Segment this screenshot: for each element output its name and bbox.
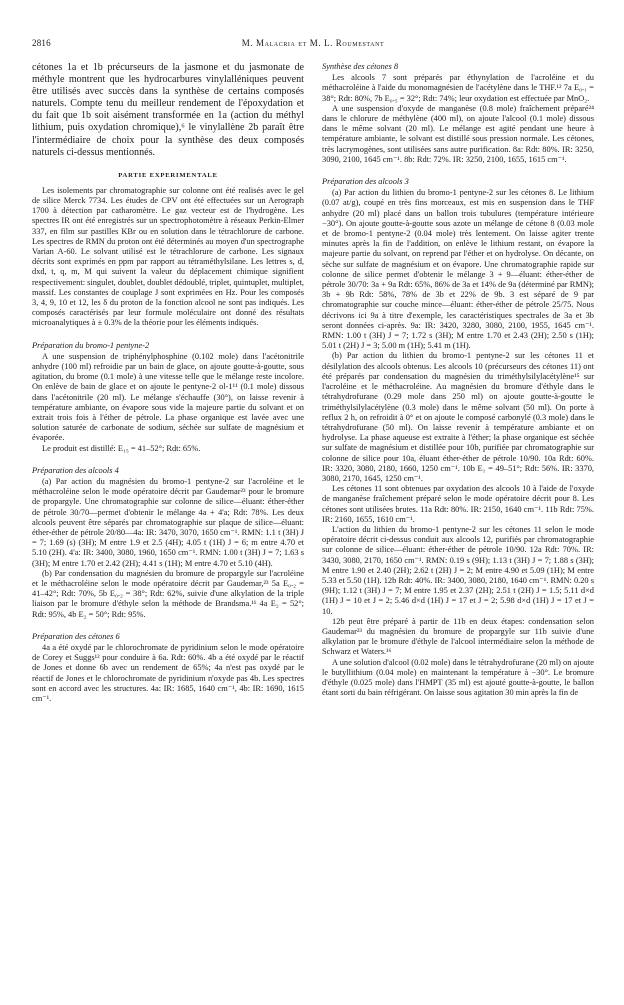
alcools-4-paragraph-a: (a) Par action du magnésien du bromo-1 pentyne-2 sur l'acroléine et le méthacroléine selon le mode opératoire décrit par Gaudemar²³ pour le bromure de propargyle. Une chromatographie sur colonne de silice—éluant: éther-éther de pétrole 30/70—permet d'obtenir le mélange 4a + 4'a; Rdt: 78%. Les deux alcools peuvent être séparés par chromatographie sur plaque de silice—éluant: éther-éther de pétrole 20/80—4a: IR: 3470, 3070, 1650 cm⁻¹. RMN: 1.1 t (3H) J = 7; 1.69 (s) (3H); M entre 1.9 et 2.5 (4H); 4.05 t (1H) J = 6; m entre 4.70 et 5.10 (2H). 4'a: IR: 3400, 3080, 1960, 1650 cm⁻¹. RMN: 1.00 t (3H) J = 7; 1.63 s (3H); M entre 1.70 et 2.42 (2H); 4.41 s (1H); M entre 4.70 et 5.10 (4H). — [32, 477, 304, 568]
subsection-title-alcools-3: Préparation des alcools 3 — [322, 177, 409, 187]
experimental-paragraph: Les isolements par chromatographie sur colonne ont été realisés avec le gel de silice Merck 7734. Les études de CPV ont été effectuées sur un Aerograph 1700 à détection par catharomètre. Le gaz vecteur est de l'hydrogène. Les spectres IR ont été enregistrés sur un spectrophotomètre à réseaux Perkin-Elmer 337, en film sur pastilles KBr ou en solution dans le tétrachlorure de carbone. Les spectres de RMN du proton ont été déterminés au moyen d'un spectrographe Varian A-60. Le solvant utilisé est le tétrachlorure de carbone. Les signaux décrits sont exprimés en ppm par rapport au tétraméthylsilane. Les lettres s, d, dxd, t, q, m, M qui suivent la valeur du déplacement chimique signifient respectivement: singulet, doublet, doublet dédoublé, triplet, quintuplet, multiplet, massif. Les constantes de couplage J sont exprimées en Hz. Pour les composés 3, 4, 9, 10 et 12, les δ du proton de la fonction alcool ne sont pas indiqués. Les composés caractérisés par leur formule moléculaire ont donné des résultats microanalytiques à ± 0.3% de la théorie pour les éléments indiqués. — [32, 185, 304, 328]
page-header — [32, 38, 594, 58]
alcools-3-paragraph-c: Les cétones 11 sont obtenues par oxydation des alcools 10 à l'aide de l'oxyde de manganèse fraîchement préparé selon le mode opératoire décrit pour 8. Les cétones sont utilisées brutes. 11a Rdt: 80%. IR: 2150, 1640 cm⁻¹. 11b Rdt: 75%. IR: 2160, 1655, 1610 cm⁻¹. — [322, 484, 594, 524]
cetones-8-paragraph-2: A une suspension d'oxyde de manganèse (0.8 mole) fraîchement préparé²⁴ dans le chlorure de méthylène (400 ml), on ajoute l'alcool (0.1 mole) dissous dans le même solvant (20 ml). Le mélange est agité pendant une heure à température ambiante, le solvant est distillé sous pression normale. Les cétones, très lacrymogènes, sont utilisées sans autre purification. 8a: Rdt: 80%. IR: 3250, 3090, 2100, 1645 cm⁻¹. 8b: Rdt: 72%. IR: 3250, 2100, 1655, 1615 cm⁻¹. — [322, 103, 594, 164]
running-head: M. Malacria et M. L. Roumestant — [241, 38, 385, 48]
two-column-body — [32, 62, 594, 704]
cetones-6-paragraph: 4a a été oxydé par le chlorochromate de pyridinium selon le mode opératoire de Corey et Suggs¹² pour conduire à 6a. Rdt: 60%. 4b a été oxydé par le réactif de Jones et donne 6b avec un rendement de 65%; 4a n'est pas oxydé par le réactif de Jones et le chlorochromate de pyridinium n'oxyde pas 4b. Les spectres sont en accord avec les structures. 4a: IR: 1685, 1640 cm⁻¹, 4b: IR: 1690, 1615 cm⁻¹. — [32, 643, 304, 704]
page-number: 2816 — [32, 38, 51, 48]
alcools-3-paragraph-e: 12b peut être préparé à partir de 11b en deux étapes: condensation selon Gaudemar²³ du magnésien du bromure de propargyle sur 11b suivie d'une alkylation par le bromure d'éthyle de l'alcool intermédiaire selon la méthode de Schwarz et Waters.¹⁶ — [322, 616, 594, 657]
bromopentyne-yield: Le produit est distillé: E₁₅ = 41–52°; Rdt: 65%. — [42, 443, 201, 453]
subsection-title-bromopentyne: Préparation du bromo-1 pentyne-2 — [32, 340, 150, 350]
bromopentyne-paragraph: A une suspension de triphénylphosphine (0.102 mole) dans l'acétonitrile anhydre (100 ml) refroidie par un bain de glace, on ajoute goutte-à-goutte, sous agitation, du brome (0.1 mole) à une vitesse telle que le mélange reste incolore. On enlève de bain de glace et on ajoute le pentyne-2 ol-1¹¹ (0.1 mole) dissous dans l'acétonitrile (20 ml). Le mélange s'échauffe (30°), on laisse revenir à température ambiante, on évapore sous vide la majeure partie du solvant et on extrait trois fois à l'éther de pétrole. La phase organique est lavée avec une solution saturée de carbonate de sodium, séchée sur sulfate de magnésium et évaporée. — [32, 351, 304, 443]
subsection-title-cetones-6: Préparation des cétones 6 — [32, 631, 120, 641]
subsection-title-cetones-8: Synthèse des cétones 8 — [322, 62, 399, 71]
alcools-4-paragraph-b: (b) Par condensation du magnésien du bromure de propargyle sur l'acroléine et le méthacroléine selon le mode opératoire décrit par Gaudemar,²³ 5a E₀.₂ = 41–42°; Rdt: 70%, 5b E₀.₂ = 38°; Rdt: 62%, suivie d'une alkylation de la triple liaison par le bromure d'éthyle selon la méthode de Brandsma.¹¹ 4a E₂ = 52°; Rdt: 95%, 4b E₂ = 50°; Rdt: 95%. — [32, 568, 304, 619]
alcools-3-paragraph-b: (b) Par action du lithien du bromo-1 pentyne-2 sur les cétones 11 et désilylation des alcools obtenus. Les alcools 10 (précurseurs des cétones 11) ont été préparés par condensation du magnésien du triméthylsilylacétylène¹⁵ sur l'acroléine et le méthacroléine. Au magnésien du bromure d'éthyle dans le tétrahydrofurane (0.29 mole dans 250 ml) on ajoute goutte-à-goutte le triméthylsilylacétylène (0.3 mole) dans le même solvant (50 ml). On porte à reflux 2 h, on refroidit à 0° et on ajoute le composé carbonylé (0.3 mole) dans le tétrahydrofurane (50 ml). On laisse revenir à température ambiante et on hydrolyse. La phase aqueuse est extraite à l'éther; la phase organique est séchée sur sulfate de magnésium et distillée pour 10b, purifiée par chromatographie sur colonne de silice pour 10a, éluant éther-éther de pétrole 10/90. 10a Rdt: 60%. IR: 3320, 3080, 2180, 1660, 1250 cm⁻¹. 10b E₁ = 49–51°; Rdt: 56%. IR: 3370, 3080, 2170, 1645, 1250 cm⁻¹. — [322, 351, 594, 483]
intro-paragraph: cétones 1a et 1b précurseurs de la jasmone et du jasmonate de méthyle montrent que les hydrocarbures vinylalléniques peuvent être utilisés avec succès dans la synthèse de certains composés naturels. Compte tenu du meilleur rendement de l'époxydation et du fait que 1b soit aisément transformée en 1a (action du méthyl lithium, puis oxydation chromique),⁶ le vinylallène 2b paraît être l'intermédiaire de choix pour la synthèse des deux composés naturels ci-dessus mentionnés. — [32, 62, 304, 158]
section-title: PARTIE EXPERIMENTALE — [118, 171, 218, 179]
right-column — [322, 62, 594, 704]
alcools-3-paragraph-d: L'action du lithien du bromo-1 pentyne-2 sur les cétones 11 selon le mode opératoire décrit ci-dessus conduit aux alcools 12, purifiés par chromatographie sur colonne de silice—éluant: éther-éther de pétrole 10/90. 12a Rdt: 70%. IR: 3430, 3080, 2170, 1650 cm⁻¹. RMN: 0.19 s (9H); 1.13 t (3H) J = 7; 1.88 s (3H); M entre 1.90 et 2.40 (2H); 2.62 t (2H) J = 2; M entre 4.90 et 5.09 (1H); M entre 5.33 et 5.50 (1H). 12b Rdt: 40%. IR: 3400, 3080, 2180, 1640 cm⁻¹. RMN: 0.20 s (9H); 1.12 t (3H) J = 7; M entre 1.95 et 2.37 (2H); 2.51 t (2H) J = 1.5; 5.11 d×d (1H) J = 10 et J = 2; 5.46 d×d (1H) J = 17 et J = 2; 5.98 d×d (1H) J = 17 et J = 10. — [322, 524, 594, 616]
cetones-8-paragraph-1: Les alcools 7 sont préparés par éthynylation de l'acroléine et du méthacroléine à l'aide du monomagnésien de l'acétylène dans le THF.¹² 7a E₀.₁ = 38°; Rdt: 80%, 7b E₀.₅ = 32°; Rdt: 74%; leur oxydation est effectuée par MnO₂. — [322, 73, 594, 103]
alcools-3-paragraph-a: (a) Par action du lithien du bromo-1 pentyne-2 sur les cétones 8. Le lithium (0.07 at/g), coupé en très fins morceaux, est mis en suspension dans le THF anhydre (20 ml) placé dans un ballon trois tubulures (température intérieure −30°). On ajoute goutte-à-goutte sous azote un mélange de cétone 8 (0.03 mole et de bromo-1 pentyne-2 (0.04 mole) très lentement. On laisse agiter trente minutes après la fin de l'addition, on enlève le lithium restant, on évapore la majeure partie du solvant, on reprend par l'éther et on hydrolyse. On décante, on sèche sur sulfate de magnésium et on évapore. Une chromatographie rapide sur colonne de silice permet d'obtenir le mélange 3 + 9—éluant: éther-éther de pétrole 30/70: 3a + 9a Rdt: 65%, 86% de 3a et 14% de 9a (déterminé par RMN); 3b + 9b Rdt: 58%, 78% de 3b et 22% de 9b. 3 est séparé de 9 par chromatographie sur couche mince—éluant: éther-éther de pétrole 25/75. Nous décrivons ici 9a à titre d'exemple, les caractéristiques spectrales de 3a et 3b seront données ci-après. 9a: IR: 3420, 3280, 3080, 2100, 1955, 1645 cm⁻¹. RMN: 1.00 t (3H) J = 7; 1.72 s (3H); M entre 1.70 et 2.43 (2H); 2.50 s (1H); 5.01 t (2H) J = 3; 5.00 m (1H); 5.41 m (1H). — [322, 188, 594, 351]
subsection-title-alcools-4: Préparation des alcools 4 — [32, 465, 119, 475]
left-column — [32, 62, 304, 704]
alcools-3-paragraph-f: A une solution d'alcool (0.02 mole) dans le tétrahydrofurane (20 ml) on ajoute le butyllithium (0.04 mole) en maintenant la température à −30°. Le bromure d'éthyle (0.025 mole) dans l'HMPT (35 ml) est ajouté goutte-à-goutte, le ballon étant sorti du bain réfrigérant. On laisse sous agitation 30 min après la fin de — [322, 657, 594, 698]
